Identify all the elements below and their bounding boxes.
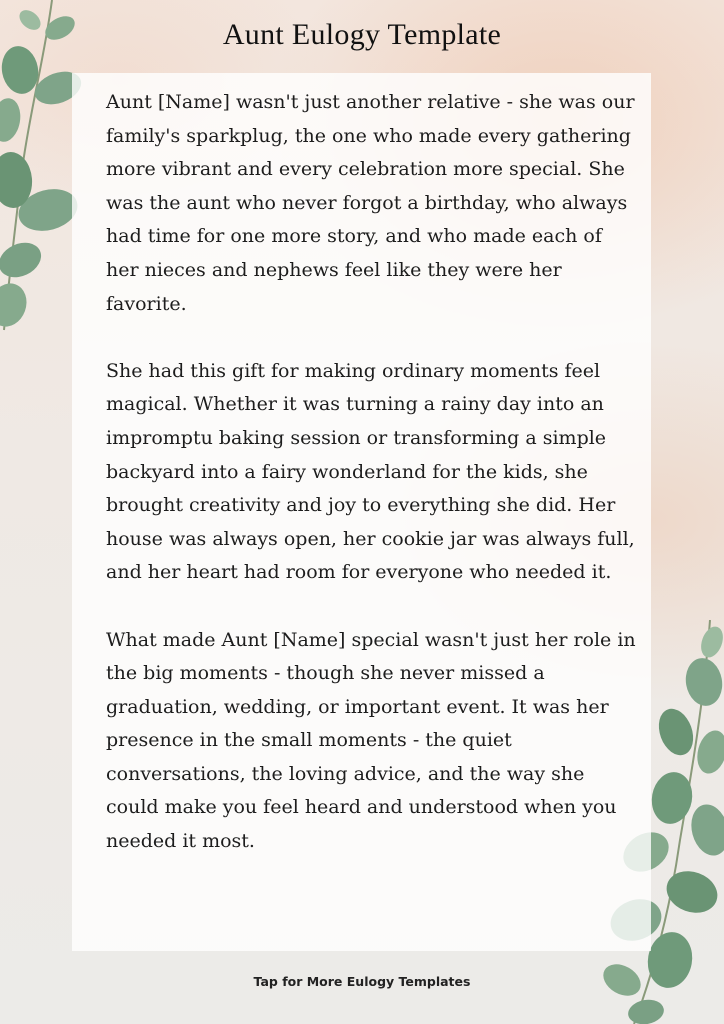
more-templates-link[interactable]: Tap for More Eulogy Templates: [253, 974, 471, 989]
eulogy-body: [106, 86, 636, 892]
paragraph-3: What made Aunt [Name] special wasn't just her role in the big moments - though she never missed a graduation, wedding, or important event. It was her presence in the small moments - the quiet conversations, the loving advice, and the way she could make you feel heard and understood when you needed it most.: [106, 628, 636, 853]
page-title: Aunt Eulogy Template: [222, 18, 502, 51]
paragraph-1: Aunt [Name] wasn't just another relative - she was our family's sparkplug, the one who made every gathering more vibrant and every celebration more special. She was the aunt who never forgot a birthday, who always had time for one more story, and who made each of her nieces and nephews feel like they were her favorite.: [106, 91, 635, 315]
paragraph-2: She had this gift for making ordinary moments feel magical. Whether it was turning a rainy day into an impromptu baking session or transforming a simple backyard into a fairy wonderland for the kids, she brought creativity and joy to everything she did. Her house was always open, her cookie jar was always full, and her heart had room for everyone who needed it.: [106, 359, 635, 584]
